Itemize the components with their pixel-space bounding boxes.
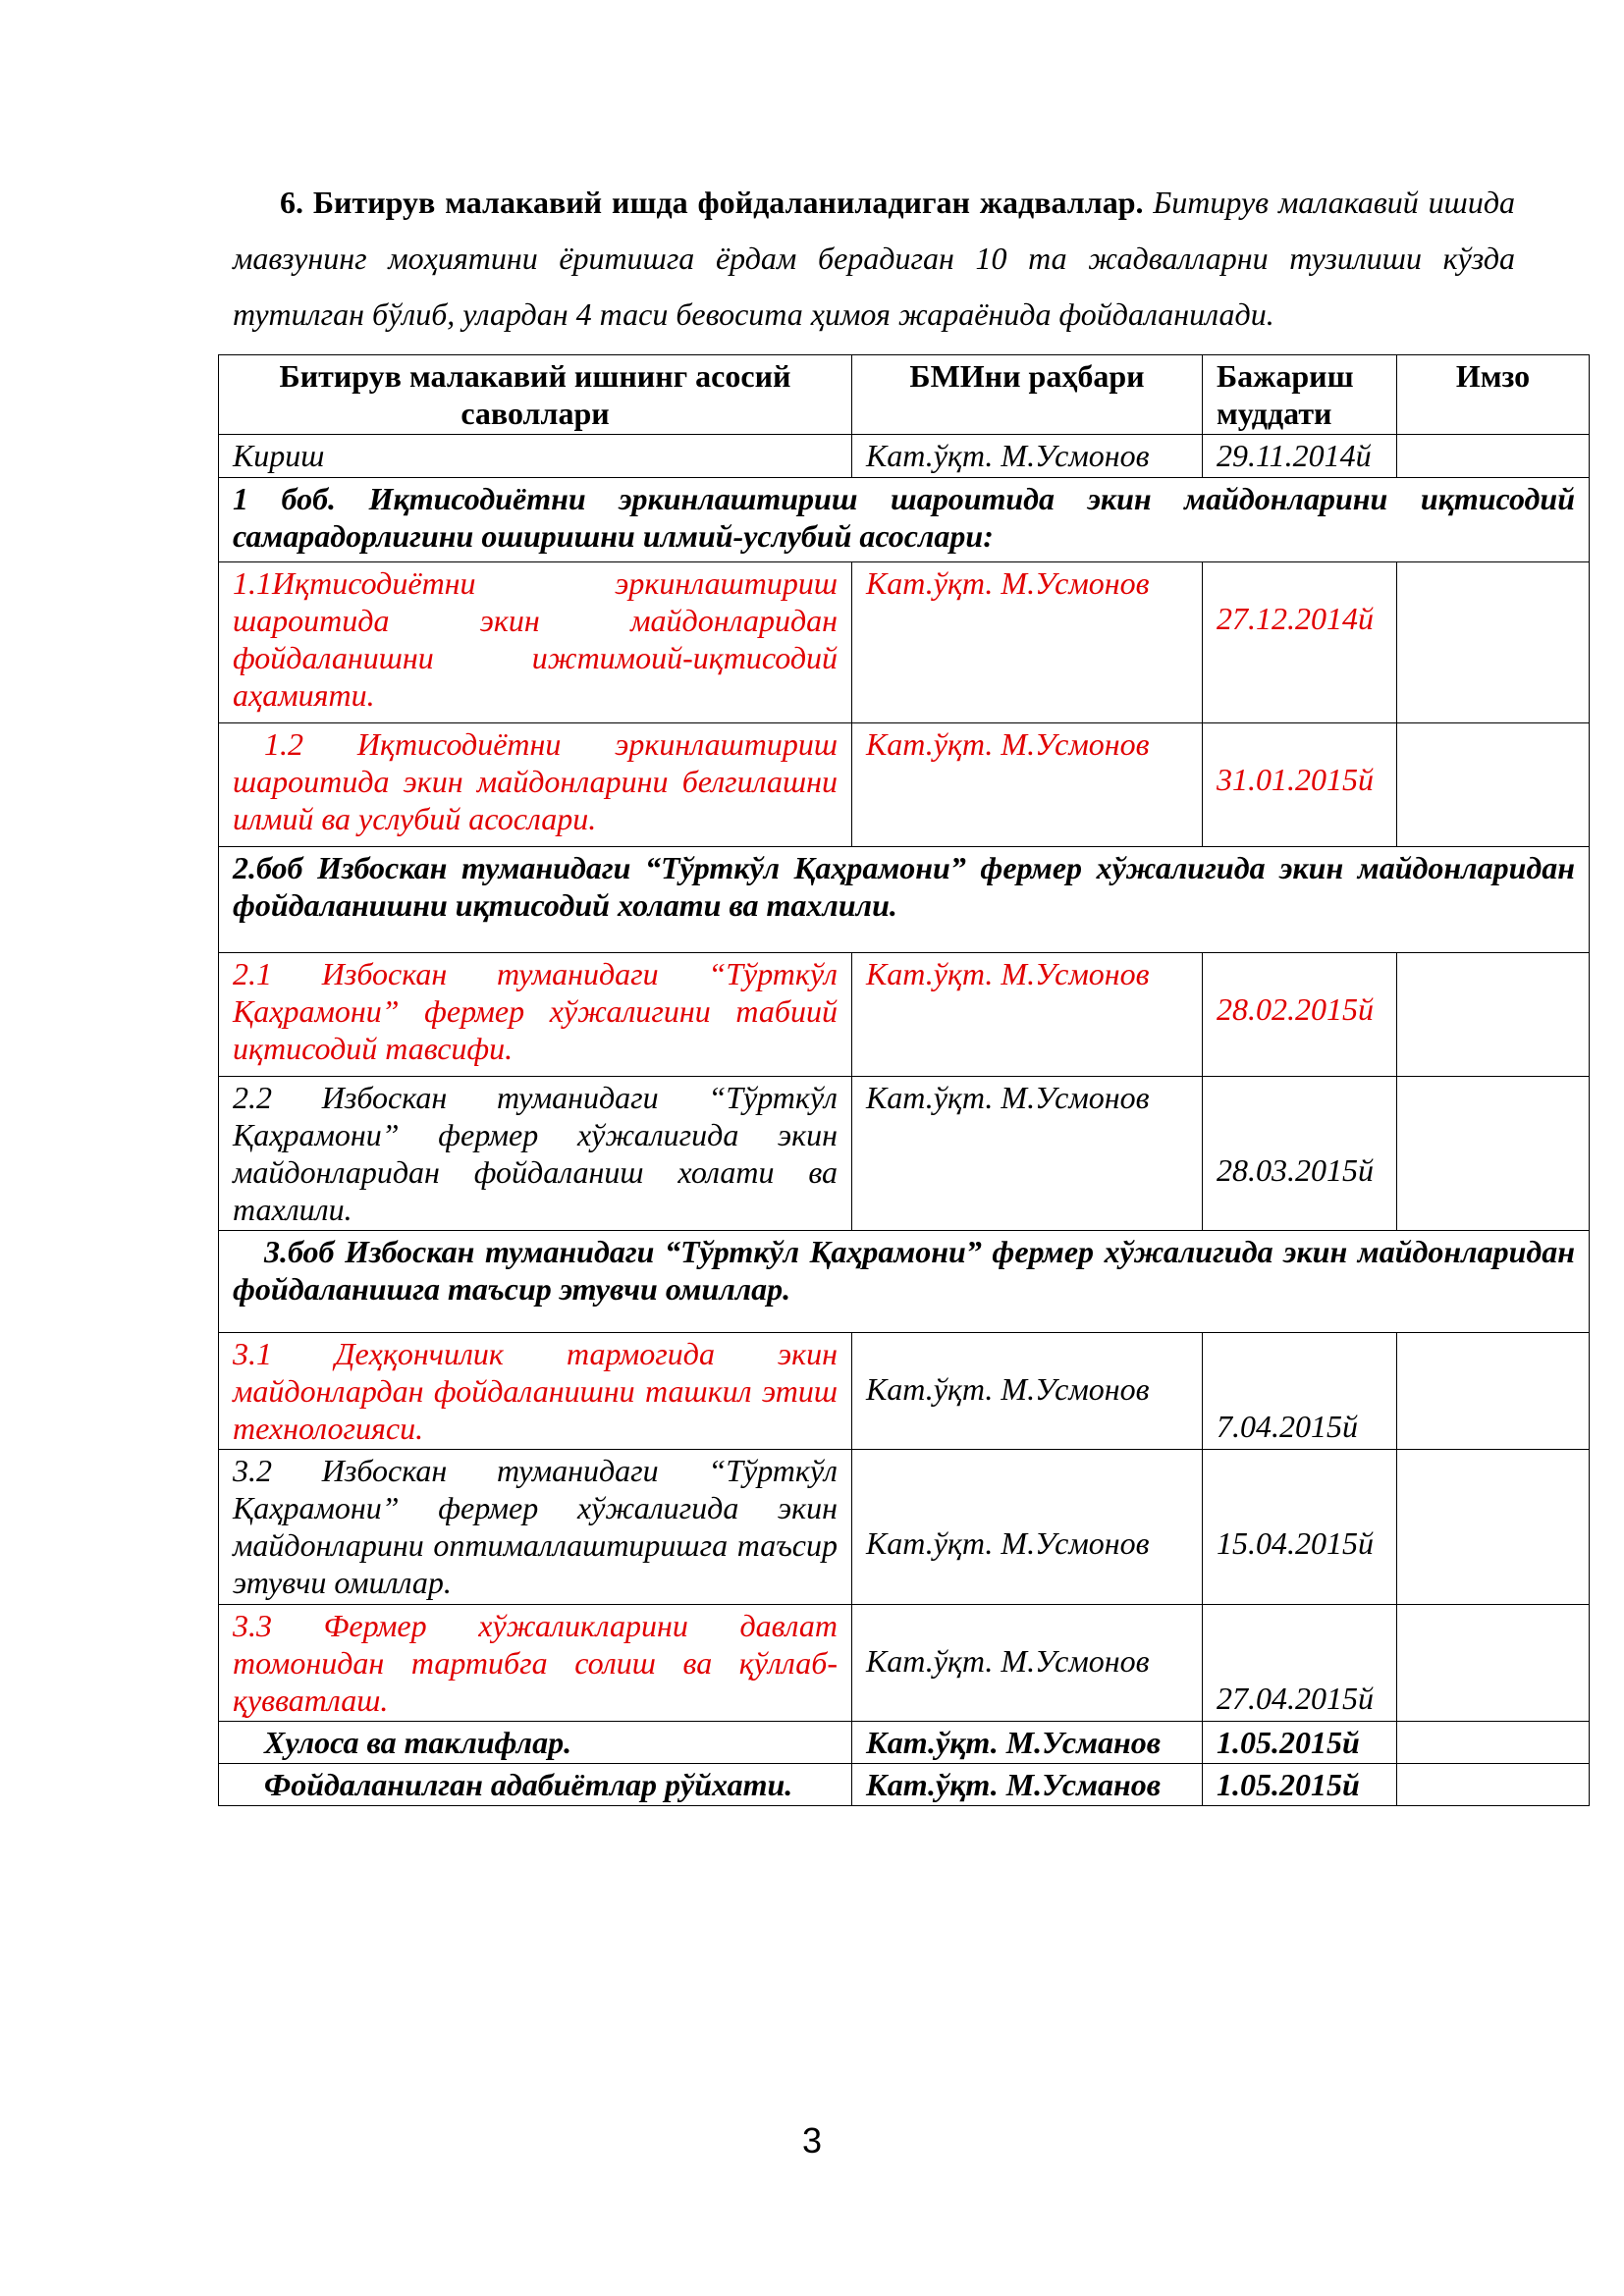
table-row — [219, 1722, 1590, 1764]
row-topic: 1.1Иқтисодиётни эркинлаштириш шароитида экин майдонларидан фойдаланишни ижтимоий-иқтисодий аҳамияти. — [219, 562, 852, 723]
row-deadline: 1.05.2015й — [1203, 1764, 1397, 1806]
row-supervisor: Кат.ўқт. М.Усмонов — [852, 1450, 1203, 1605]
row-topic: 3.1 Деҳқончилик тармогида экин майдонлардан фойдаланишни ташкил этиш технологияси. — [219, 1333, 852, 1450]
row-topic: 1.2 Иқтисодиётни эркинлаштириш шароитида экин майдонларини белгилашни илмий ва услубий асослари. — [219, 723, 852, 847]
chapter-title: 3.боб Избоскан туманидаги “Тўрткўл Қаҳрамони” фермер хўжалигида экин майдонларидан фойдаланишга таъсир этувчи омиллар. — [219, 1231, 1590, 1333]
row-topic: 3.3 Фермер хўжаликларини давлат томонидан тартибга солиш ва қўллаб-қувватлаш. — [219, 1605, 852, 1722]
row-signature — [1397, 1605, 1590, 1722]
row-signature — [1397, 953, 1590, 1077]
row-deadline: 27.12.2014й — [1203, 562, 1397, 723]
row-signature — [1397, 723, 1590, 847]
row-deadline: 28.02.2015й — [1203, 953, 1397, 1077]
row-topic: 2.1 Избоскан туманидаги “Тўрткўл Қаҳрамони” фермер хўжалигини табиий иқтисодий тавсифи. — [219, 953, 852, 1077]
section-heading: 6. Битирув малакавий ишда фойдаланиладиган жадваллар. — [280, 185, 1144, 220]
chapter-title: 2.боб Избоскан туманидаги “Тўрткўл Қаҳрамони” фермер хўжалигида экин майдонларидан фойдаланишни иқтисодий холати ва тахлили. — [219, 847, 1590, 953]
chapter-row — [219, 478, 1590, 562]
table-row — [219, 562, 1590, 723]
table-row — [219, 1077, 1590, 1231]
header-signature: Имзо — [1397, 355, 1590, 435]
row-deadline: 15.04.2015й — [1203, 1450, 1397, 1605]
row-signature — [1397, 1333, 1590, 1450]
row-supervisor: Кат.ўқт. М.Усмонов — [852, 1077, 1203, 1231]
header-questions: Битирув малакавий ишнинг асосий саволлари — [219, 355, 852, 435]
row-signature — [1397, 562, 1590, 723]
row-supervisor: Кат.ўқт. М.Усмонов — [852, 723, 1203, 847]
row-deadline: 31.01.2015й — [1203, 723, 1397, 847]
row-deadline: 28.03.2015й — [1203, 1077, 1397, 1231]
row-deadline: 27.04.2015й — [1203, 1605, 1397, 1722]
table-row — [219, 953, 1590, 1077]
row-supervisor: Кат.ўқт. М.Усмонов — [852, 435, 1203, 478]
row-signature — [1397, 1722, 1590, 1764]
row-deadline: 1.05.2015й — [1203, 1722, 1397, 1764]
row-signature — [1397, 1764, 1590, 1806]
chapter-row — [219, 847, 1590, 953]
row-signature — [1397, 435, 1590, 478]
row-topic: Кириш — [219, 435, 852, 478]
row-signature — [1397, 1450, 1590, 1605]
table-row — [219, 435, 1590, 478]
intro-paragraph — [233, 175, 1515, 343]
intro-text: Битирув малакавий ишида мавзунинг моҳиятини ёритишга ёрдам берадиган 10 та жадвалларни тузилиши кўзда тутилган бўлиб, улардан 4 таси бевосита ҳимоя жараёнида фойдаланилади. — [233, 185, 1515, 332]
row-supervisor: Кат.ўқт. М.Усмонов — [852, 1605, 1203, 1722]
table-row — [219, 1450, 1590, 1605]
page-number: 3 — [801, 2120, 823, 2161]
row-topic: Хулоса ва таклифлар. — [219, 1722, 852, 1764]
chapter-title: 1 боб. Иқтисодиётни эркинлаштириш шароитида экин майдонларини иқтисодий самарадорлигини оширишни илмий-услубий асослари: — [219, 478, 1590, 562]
row-supervisor: Кат.ўқт. М.Усманов — [852, 1764, 1203, 1806]
row-topic: 2.2 Избоскан туманидаги “Тўрткўл Қаҳрамони” фермер хўжалигида экин майдонларидан фойдаланиш холати ва тахлили. — [219, 1077, 852, 1231]
row-deadline: 7.04.2015й — [1203, 1333, 1397, 1450]
header-supervisor: БМИни раҳбари — [852, 355, 1203, 435]
header-deadline: Бажариш муддати — [1203, 355, 1397, 435]
row-supervisor: Кат.ўқт. М.Усмонов — [852, 562, 1203, 723]
row-supervisor: Кат.ўқт. М.Усмонов — [852, 953, 1203, 1077]
row-signature — [1397, 1077, 1590, 1231]
table-row — [219, 1605, 1590, 1722]
row-supervisor: Кат.ўқт. М.Усманов — [852, 1722, 1203, 1764]
row-topic: Фойдаланилган адабиётлар рўйхати. — [219, 1764, 852, 1806]
row-deadline: 29.11.2014й — [1203, 435, 1397, 478]
table-row — [219, 1333, 1590, 1450]
schedule-table — [218, 354, 1590, 1806]
table-row — [219, 1764, 1590, 1806]
chapter-row — [219, 1231, 1590, 1333]
table-header-row — [219, 355, 1590, 435]
table-row — [219, 723, 1590, 847]
row-topic: 3.2 Избоскан туманидаги “Тўрткўл Қаҳрамони” фермер хўжалигида экин майдонларини оптималлаштиришга таъсир этувчи омиллар. — [219, 1450, 852, 1605]
row-supervisor: Кат.ўқт. М.Усмонов — [852, 1333, 1203, 1450]
